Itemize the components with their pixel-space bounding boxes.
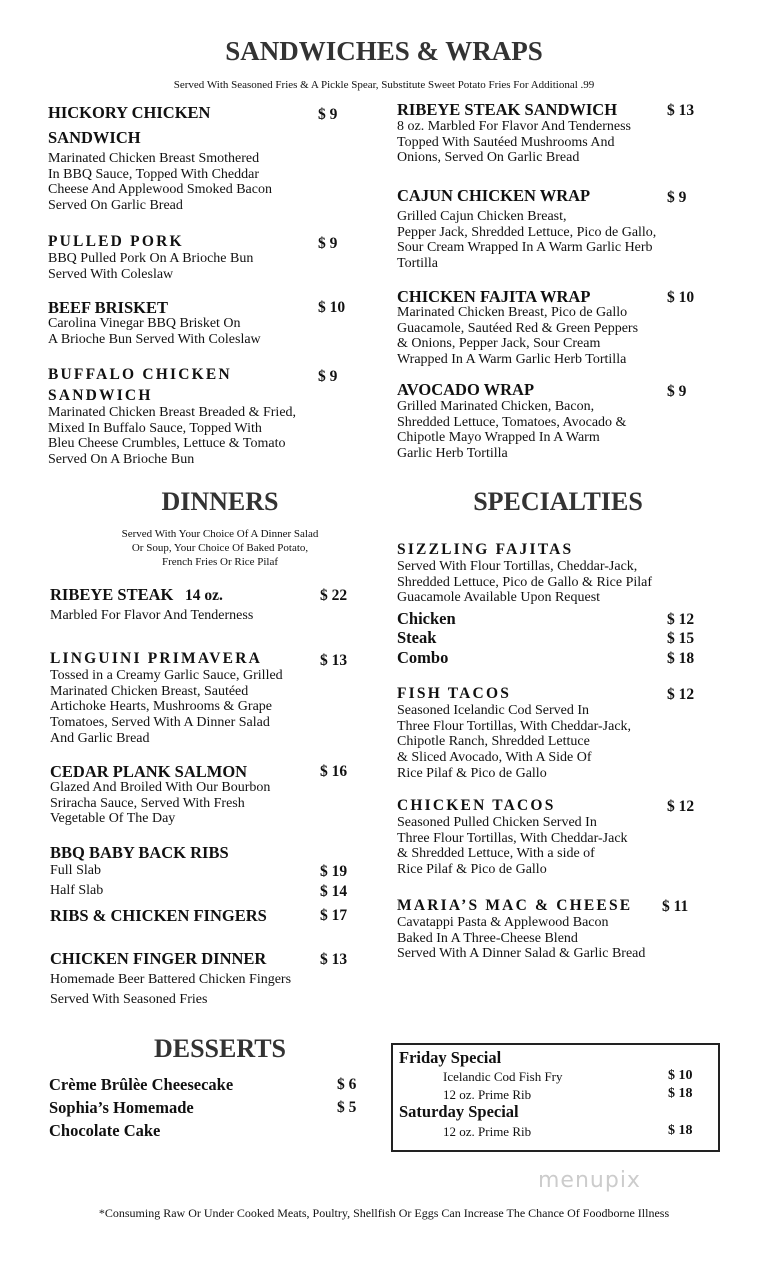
item-name: CHICKEN FINGER DINNER: [50, 949, 267, 968]
item-name: SANDWICH: [48, 128, 141, 147]
item-price: $ 17: [320, 907, 348, 924]
item-description: Seasoned Pulled Chicken Served In Three Flour Tortillas, With Cheddar-Jack & Shredded Lettuce, With a side of Rice Pilaf & Pico de Gallo: [397, 815, 628, 878]
item-name: BBQ BABY BACK RIBS: [50, 843, 229, 862]
item-description: Cavatappi Pasta & Applewood Bacon Baked In A Three-Cheese Blend Served With A Dinner Salad & Garlic Bread: [397, 915, 646, 962]
item-price: $ 10: [318, 299, 346, 316]
item-description: Grilled Cajun Chicken Breast, Pepper Jack, Shredded Lettuce, Pico de Gallo, Sour Cream Wrapped In A Warm Garlic Herb Tortilla: [397, 209, 657, 272]
item-name: SIZZLING FAJITAS: [397, 541, 574, 558]
item-name: HICKORY CHICKEN: [48, 103, 211, 122]
option-price: $ 19: [320, 863, 348, 880]
section-title-desserts: DESSERTS: [153, 1034, 287, 1063]
item-description: 8 oz. Marbled For Flavor And Tenderness Topped With Sautéed Mushrooms And Onions, Served On Garlic Bread: [397, 119, 632, 166]
dessert-name: Chocolate Cake: [49, 1121, 161, 1140]
option-price: $ 12: [667, 611, 695, 628]
special-title: Saturday Special: [399, 1102, 519, 1121]
item-price: $ 13: [320, 652, 348, 669]
item-name: RIBS & CHICKEN FINGERS: [50, 906, 267, 925]
item-name: BUFFALO CHICKEN: [48, 366, 232, 383]
option-label: Full Slab: [50, 863, 101, 878]
option-label: Half Slab: [50, 883, 104, 898]
item-name: MARIA’S MAC & CHEESE: [397, 897, 633, 914]
watermark-logo: menupix: [538, 1168, 641, 1193]
special-item: 12 oz. Prime Rib: [443, 1124, 532, 1139]
item-name: CHICKEN FAJITA WRAP: [397, 287, 591, 306]
item-name: CEDAR PLANK SALMON: [50, 762, 248, 781]
item-name: RIBEYE STEAK SANDWICH: [397, 100, 618, 119]
dessert-name: Crème Brûlèe Cheesecake: [49, 1075, 234, 1094]
item-description: Tossed in a Creamy Garlic Sauce, Grilled Marinated Chicken Breast, Sautéed Artichoke Hearts, Mushrooms & Grape Tomatoes, Served With A Dinner Salad And Garlic Bread: [50, 668, 283, 746]
item-price: $ 12: [667, 798, 695, 815]
item-price: $ 9: [667, 189, 687, 206]
item-description: BBQ Pulled Pork On A Brioche Bun Served With Coleslaw: [48, 251, 254, 282]
item-price: $ 13: [320, 951, 348, 968]
item-price: $ 9: [667, 383, 687, 400]
option-price: $ 18: [667, 650, 695, 667]
item-price: $ 10: [667, 289, 695, 306]
item-description: Served With Seasoned Fries: [50, 992, 208, 1007]
footer-disclaimer: *Consuming Raw Or Under Cooked Meats, Poultry, Shellfish Or Eggs Can Increase The Chance Of Foodborne Illness: [98, 1206, 670, 1220]
item-name: AVOCADO WRAP: [397, 380, 535, 399]
special-item: Icelandic Cod Fish Fry: [443, 1069, 563, 1084]
item-size: 14 oz.: [185, 587, 223, 604]
item-price: $ 13: [667, 102, 695, 119]
sandwiches-note: Served With Seasoned Fries & A Pickle Spear, Substitute Sweet Potato Fries For Additional .99: [173, 79, 595, 91]
dinners-note: Served With Your Choice Of A Dinner Salad Or Soup, Your Choice Of Baked Potato, French Fries Or Rice Pilaf: [121, 528, 319, 568]
item-name: BEEF BRISKET: [48, 298, 168, 317]
item-name: CHICKEN TACOS: [397, 797, 556, 814]
option-label: Steak: [397, 628, 437, 647]
special-price: $ 18: [668, 1086, 693, 1101]
special-item: 12 oz. Prime Rib: [443, 1087, 532, 1102]
dessert-price: $ 6: [337, 1076, 357, 1093]
item-price: $ 11: [662, 898, 689, 915]
item-description: Carolina Vinegar BBQ Brisket On A Brioche Bun Served With Coleslaw: [48, 316, 261, 347]
item-name: PULLED PORK: [48, 233, 184, 250]
item-description: Served With Flour Tortillas, Cheddar-Jack, Shredded Lettuce, Pico de Gallo & Rice Pilaf Guacamole Available Upon Request: [397, 559, 653, 606]
item-name: RIBEYE STEAK: [50, 585, 174, 604]
item-price: $ 9: [318, 368, 338, 385]
item-description: Marinated Chicken Breast Smothered In BBQ Sauce, Topped With Cheddar Cheese And Applewood Smoked Bacon Served On Garlic Bread: [48, 151, 272, 214]
item-name: FISH TACOS: [397, 685, 512, 702]
special-price: $ 10: [668, 1068, 693, 1083]
item-name: SANDWICH: [48, 387, 153, 404]
item-description: Marinated Chicken Breast, Pico de Gallo Guacamole, Sautéed Red & Green Peppers & Onions, Pepper Jack, Sour Cream Wrapped In A Warm Garlic Herb Tortilla: [397, 305, 639, 368]
special-price: $ 18: [668, 1123, 693, 1138]
section-title-specialties: SPECIALTIES: [473, 487, 643, 516]
item-price: $ 22: [320, 587, 348, 604]
item-name: CAJUN CHICKEN WRAP: [397, 186, 591, 205]
item-description: Marbled For Flavor And Tenderness: [50, 608, 254, 623]
section-title-sandwiches: SANDWICHES & WRAPS: [225, 36, 543, 66]
item-description: Homemade Beer Battered Chicken Fingers: [50, 972, 292, 987]
option-label: Combo: [397, 648, 449, 667]
item-description: Grilled Marinated Chicken, Bacon, Shredded Lettuce, Tomatoes, Avocado & Chipotle Mayo Wrapped In A Warm Garlic Herb Tortilla: [397, 399, 627, 462]
item-description: Seasoned Icelandic Cod Served In Three Flour Tortillas, With Cheddar-Jack, Chipotle Ranch, Shredded Lettuce & Sliced Avocado, With A Side Of Rice Pilaf & Pico de Gallo: [397, 703, 632, 781]
item-price: $ 12: [667, 686, 695, 703]
item-price: $ 9: [318, 235, 338, 252]
option-price: $ 14: [320, 883, 348, 900]
dessert-name: Sophia’s Homemade: [49, 1098, 194, 1117]
item-description: Glazed And Broiled With Our Bourbon Sriracha Sauce, Served With Fresh Vegetable Of The Day: [50, 780, 271, 827]
item-description: Marinated Chicken Breast Breaded & Fried, Mixed In Buffalo Sauce, Topped With Bleu Cheese Crumbles, Lettuce & Tomato Served On A Brioche Bun: [48, 405, 297, 468]
special-title: Friday Special: [399, 1048, 502, 1067]
item-price: $ 9: [318, 106, 338, 123]
item-name: LINGUINI PRIMAVERA: [50, 650, 262, 667]
option-price: $ 15: [667, 630, 695, 647]
option-label: Chicken: [397, 609, 456, 628]
dessert-price: $ 5: [337, 1099, 357, 1116]
section-title-dinners: DINNERS: [161, 487, 279, 516]
item-price: $ 16: [320, 763, 348, 780]
